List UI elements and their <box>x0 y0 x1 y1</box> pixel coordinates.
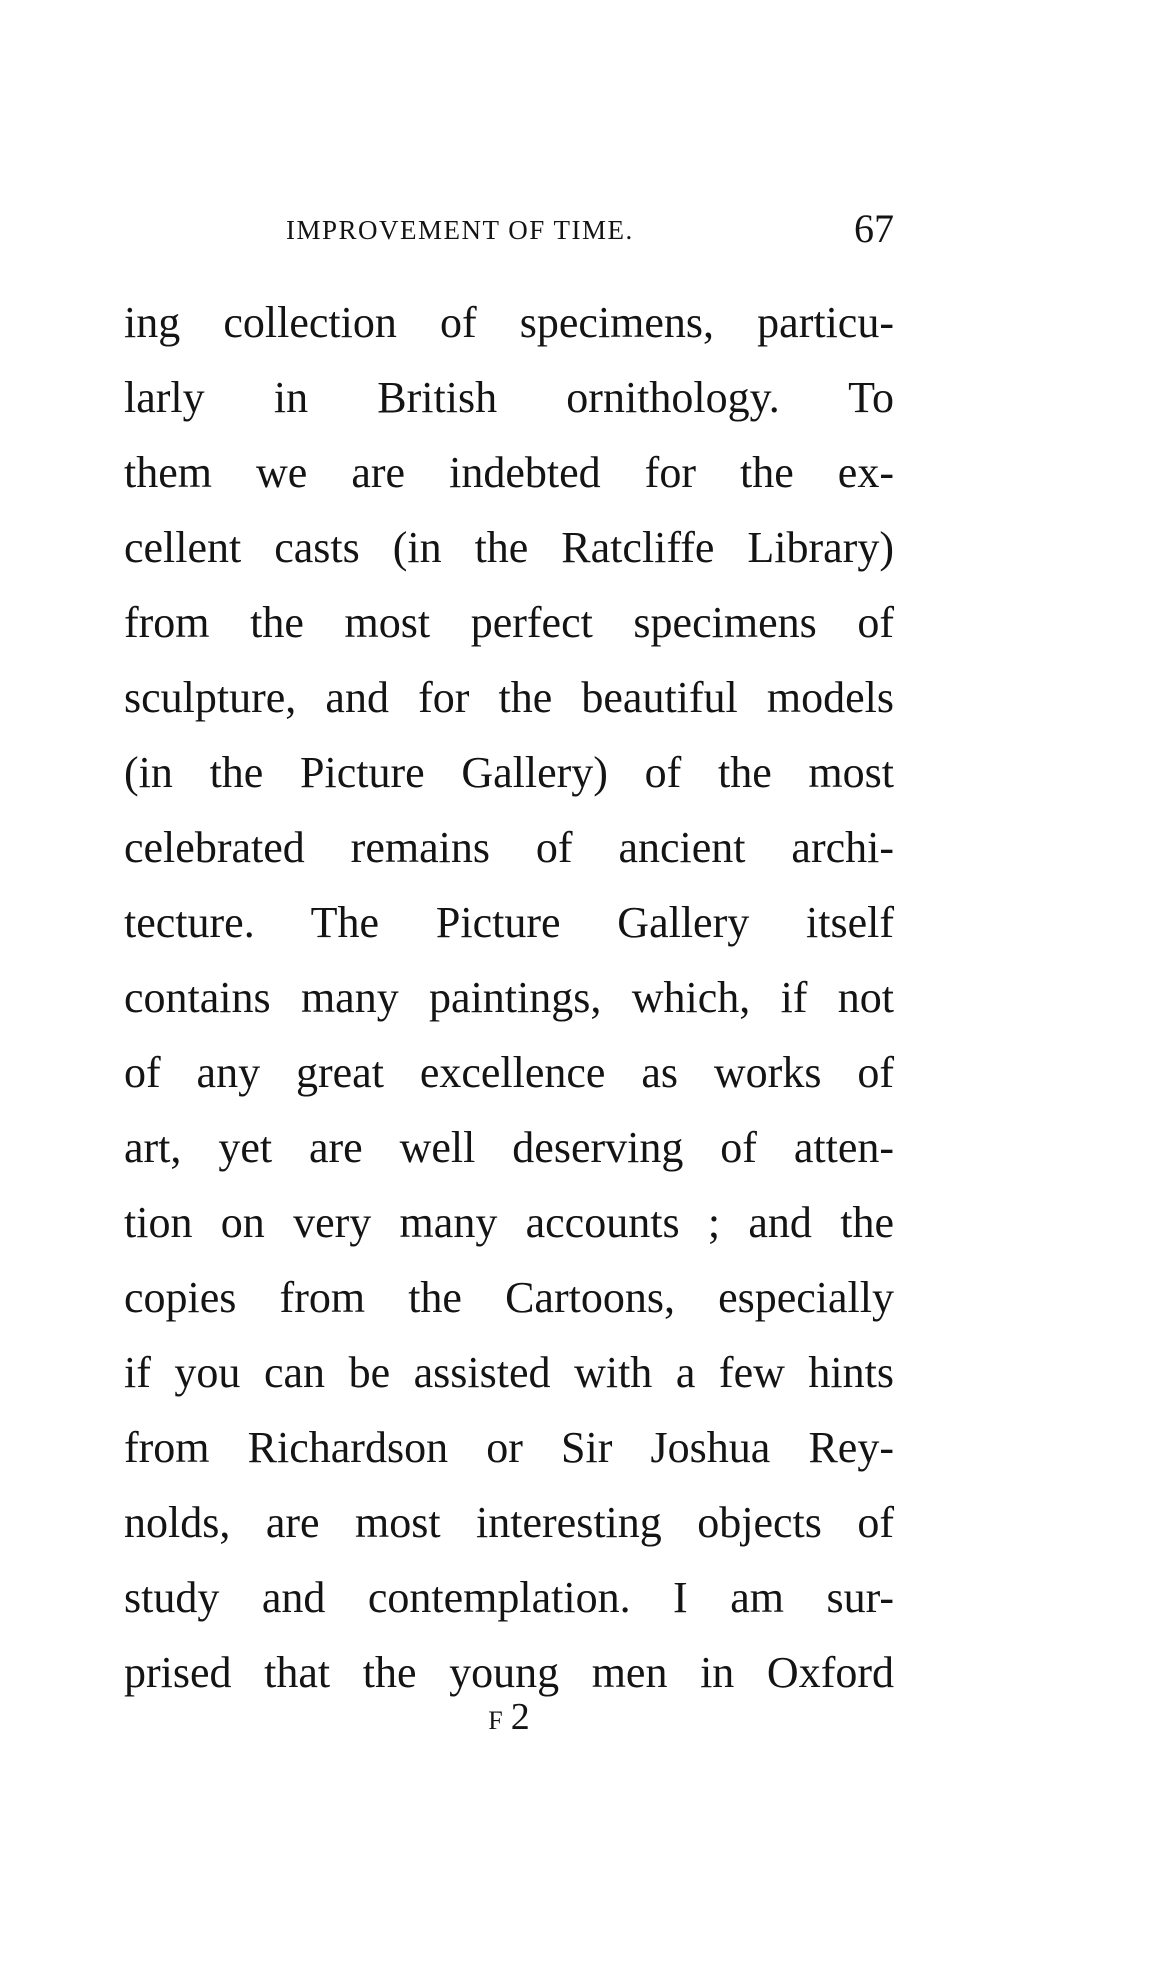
text-line: art, yet are well deserving of atten- <box>124 1123 894 1172</box>
text-line: tecture. The Picture Gallery itself <box>124 898 894 947</box>
running-head <box>124 205 894 265</box>
text-line: of any great excellence as works of <box>124 1048 894 1097</box>
text-line: from Richardson or Sir Joshua Rey- <box>124 1423 894 1472</box>
text-line: larly in British ornithology. To <box>124 373 894 422</box>
text-line: copies from the Cartoons, especially <box>124 1273 894 1322</box>
body-text <box>124 285 894 1710</box>
text-line: cellent casts (in the Ratcliffe Library) <box>124 523 894 572</box>
text-line: sculpture, and for the beautiful models <box>124 673 894 722</box>
text-line: ing collection of specimens, particu- <box>124 298 894 347</box>
text-line: from the most perfect specimens of <box>124 598 894 647</box>
signature-letter: F <box>488 1706 505 1735</box>
text-line: celebrated remains of ancient archi- <box>124 823 894 872</box>
text-line: them we are indebted for the ex- <box>124 448 894 497</box>
text-line: nolds, are most interesting objects of <box>124 1498 894 1547</box>
text-line: tion on very many accounts ; and the <box>124 1198 894 1247</box>
page-number: 67 <box>854 206 894 251</box>
text-line: contains many paintings, which, if not <box>124 973 894 1022</box>
text-line: prised that the young men in Oxford <box>124 1648 894 1697</box>
text-line: if you can be assisted with a few hints <box>124 1348 894 1397</box>
signature-mark <box>464 1695 554 1739</box>
running-title: IMPROVEMENT OF TIME. <box>286 215 634 245</box>
text-line: (in the Picture Gallery) of the most <box>124 748 894 797</box>
text-line: study and contemplation. I am sur- <box>124 1573 894 1622</box>
signature-number: 2 <box>510 1696 530 1738</box>
